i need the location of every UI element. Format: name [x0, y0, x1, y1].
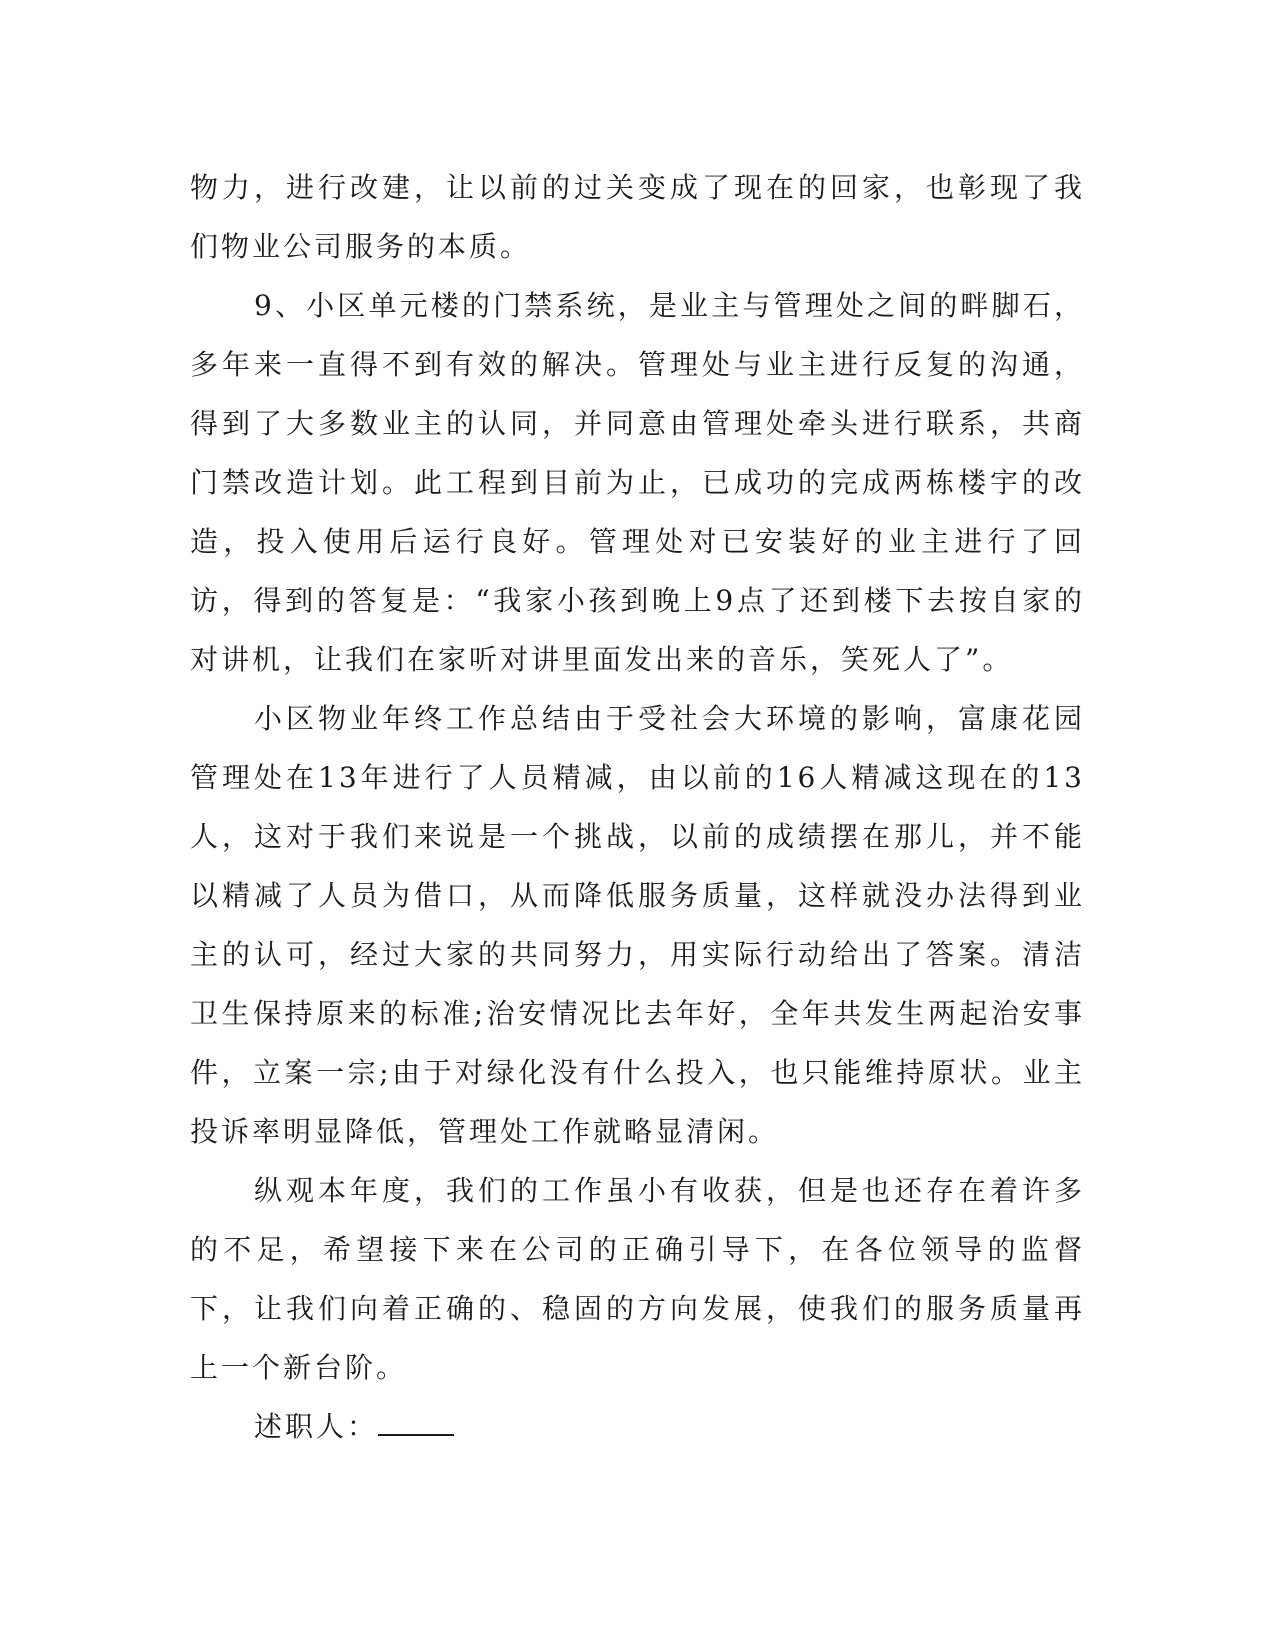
document-body [190, 158, 1085, 1456]
signature-label: 述职人： [254, 1410, 379, 1443]
paragraph-conclusion: 纵观本年度，我们的工作虽小有收获，但是也还存在着许多的不足，希望接下来在公司的正确引导下，在各位领导的监督下，让我们向着正确的、稳固的方向发展，使我们的服务质量再上一个新台阶。 [190, 1174, 1085, 1384]
paragraph-continuation: 物力，进行改建，让以前的过关变成了现在的回家，也彰现了我们物业公司服务的本质。 [190, 171, 1085, 263]
paragraph-staffing: 小区物业年终工作总结由于受社会大环境的影响，富康花园管理处在13年进行了人员精减，由以前的16人精减这现在的13人，这对于我们来说是一个挑战，以前的成绩摆在那儿，并不能以精减了人员为借口，从而降低服务质量，这样就没办法得到业主的认可，经过大家的共同努力，用实际行动给出了答案。清洁卫生保持原来的标准;治安情况比去年好，全年共发生两起治安事件，立案一宗;由于对绿化没有什么投入，也只能维持原状。业主投诉率明显降低，管理处工作就略显清闲。 [190, 702, 1085, 1148]
signature-line [190, 1397, 1085, 1456]
signature-blank [378, 1412, 454, 1436]
paragraph-access-control: 9、小区单元楼的门禁系统，是业主与管理处之间的畔脚石，多年来一直得不到有效的解决。管理处与业主进行反复的沟通，得到了大多数业主的认同，并同意由管理处牵头进行联系，共商门禁改造计划。此工程到目前为止，已成功的完成两栋楼宇的改造，投入使用后运行良好。管理处对已安装好的业主进行了回访，得到的答复是：“我家小孩到晚上9点了还到楼下去按自家的对讲机，让我们在家听对讲里面发出来的音乐，笑死人了”。 [190, 289, 1085, 676]
